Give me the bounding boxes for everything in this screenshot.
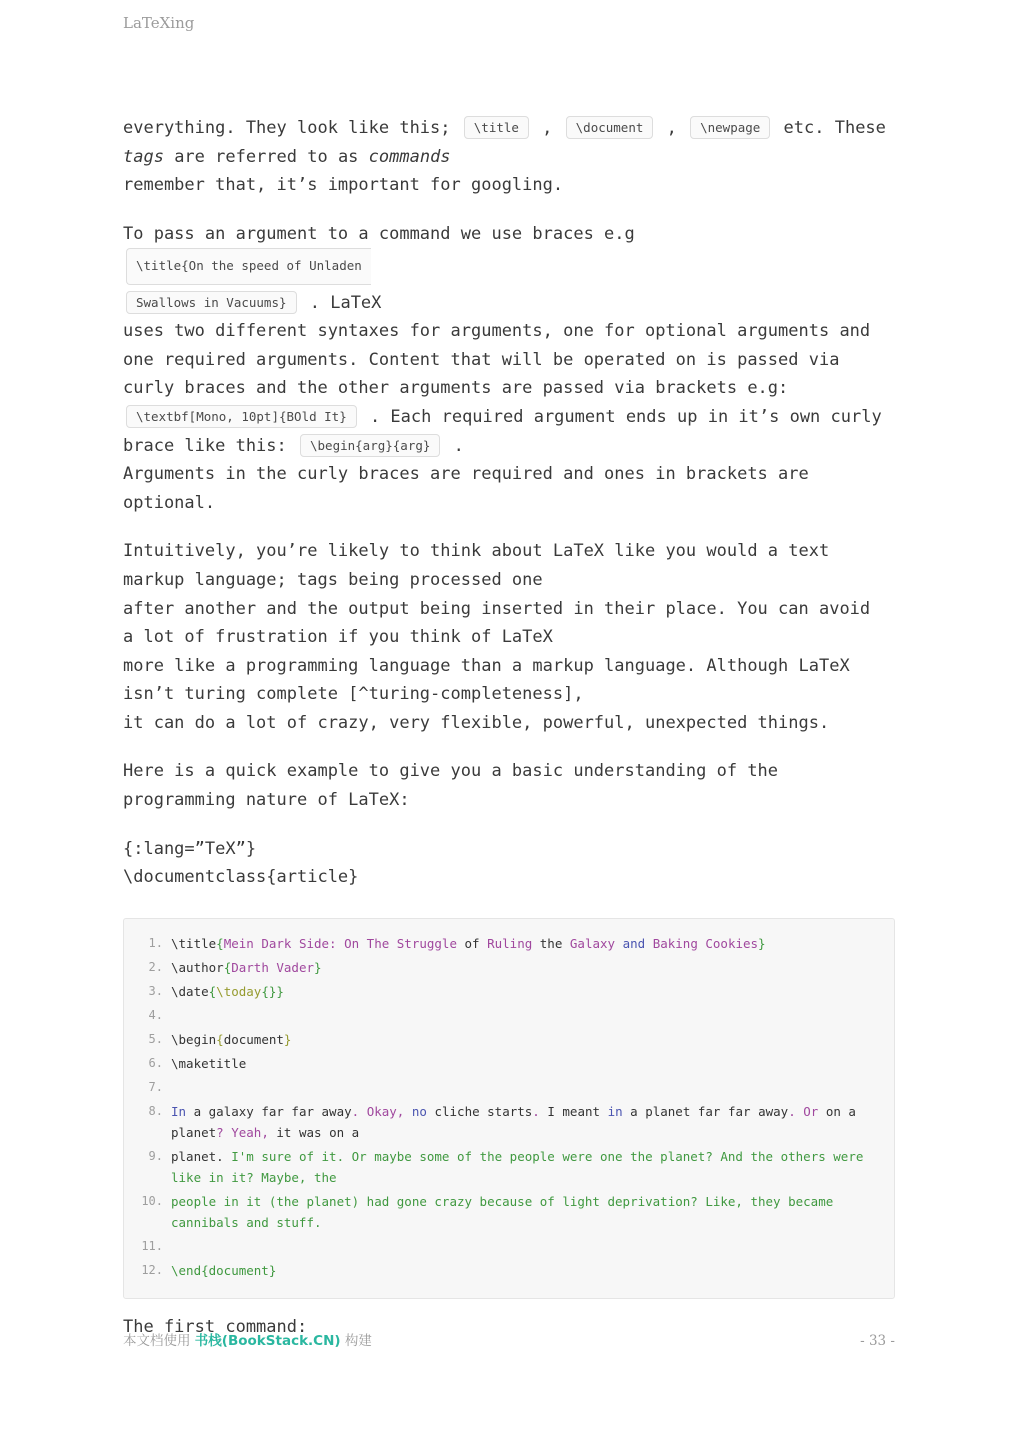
text-run: more like a programming language than a markup language. Although LaTeX bbox=[123, 655, 850, 676]
code-segment: on a planet bbox=[171, 1103, 856, 1140]
code-segment: \date bbox=[171, 983, 209, 999]
code-segment: Okay, bbox=[366, 1103, 405, 1119]
page-number: - 33 - bbox=[860, 1333, 895, 1349]
footer-builder-note bbox=[123, 1329, 372, 1349]
code-segment: { bbox=[216, 1031, 224, 1047]
code-line bbox=[171, 1029, 878, 1050]
inline-code: Swallows in Vacuums} bbox=[126, 291, 297, 314]
code-segment: I meant bbox=[539, 1103, 608, 1119]
code-segment: Mein Dark Side: On The Struggle bbox=[223, 935, 457, 951]
text-run: curly braces and the other arguments are passed via brackets e.g: bbox=[123, 378, 789, 399]
code-segment: \end{document} bbox=[171, 1262, 277, 1278]
code-segment: \begin bbox=[171, 1031, 217, 1047]
code-line bbox=[171, 1260, 878, 1281]
text-run: The first command: bbox=[123, 1316, 308, 1337]
code-line bbox=[171, 957, 878, 978]
paragraph-commands-intro bbox=[123, 114, 895, 200]
paragraph-arguments bbox=[123, 220, 895, 518]
code-segment: Or bbox=[803, 1103, 819, 1119]
inline-code: \title bbox=[464, 116, 529, 139]
code-segment bbox=[359, 1104, 367, 1119]
text-run: Arguments in the curly braces are required and ones in brackets are bbox=[123, 464, 809, 485]
paragraph-programming-language bbox=[123, 537, 895, 737]
code-line bbox=[171, 1077, 878, 1098]
code-segment: {}} bbox=[261, 983, 284, 999]
footer-text-suffix: 构建 bbox=[340, 1333, 372, 1349]
code-segment: } bbox=[758, 935, 766, 951]
text-run: a lot of frustration if you think of LaTeX bbox=[123, 627, 553, 648]
code-segment: . bbox=[532, 1103, 540, 1119]
text-run: one required arguments. Content that will be operated on is passed via bbox=[123, 349, 840, 370]
code-segment: { bbox=[223, 959, 232, 975]
code-segment: \maketitle bbox=[171, 1055, 247, 1071]
text-run: , bbox=[656, 118, 688, 138]
text-run: commands bbox=[368, 146, 451, 167]
text-run: are referred to as bbox=[163, 146, 369, 167]
code-line bbox=[171, 981, 878, 1002]
code-line bbox=[171, 1191, 878, 1233]
code-segment: . bbox=[788, 1103, 796, 1119]
text-run: it can do a lot of crazy, very flexible, powerful, unexpected things. bbox=[123, 712, 830, 733]
text-run: uses two different syntaxes for arguments, one for optional arguments and bbox=[123, 321, 871, 342]
text-run: brace like this: bbox=[123, 435, 297, 456]
code-segment: Baking Cookies bbox=[652, 935, 759, 951]
text-run: {:lang=”TeX”} bbox=[123, 838, 257, 859]
code-line bbox=[171, 1236, 878, 1257]
code-segment: and bbox=[615, 935, 653, 951]
code-segment: Darth Vader bbox=[231, 959, 315, 975]
code-line bbox=[171, 1005, 878, 1026]
code-segment: a planet far far away bbox=[622, 1103, 789, 1119]
code-segment: In bbox=[171, 1103, 187, 1119]
code-line-list bbox=[124, 933, 878, 1281]
code-segment: it was on a bbox=[268, 1124, 360, 1140]
footer-text-prefix: 本文档使用 bbox=[123, 1333, 195, 1349]
code-segment: I'm sure of it. Or maybe some of the people were one the planet? And the others were like in it? Maybe, the bbox=[171, 1148, 864, 1185]
code-line bbox=[171, 1101, 878, 1143]
code-segment: \title bbox=[171, 935, 217, 951]
code-segment: no bbox=[411, 1103, 427, 1119]
text-run: after another and the output being inserted in their place. You can avoid bbox=[123, 598, 871, 619]
code-segment: planet bbox=[171, 1148, 217, 1164]
code-segment: a galaxy far far away bbox=[186, 1103, 352, 1119]
text-run: everything. They look like this; bbox=[123, 118, 461, 138]
code-segment: { bbox=[216, 935, 224, 951]
code-segment: { bbox=[208, 983, 217, 999]
text-run: . LaTeX bbox=[299, 292, 382, 313]
text-run: , bbox=[531, 118, 563, 138]
text-run: tags bbox=[123, 146, 164, 167]
text-run: etc. These bbox=[773, 118, 886, 138]
code-segment: } bbox=[314, 959, 322, 975]
inline-code: \newpage bbox=[690, 116, 770, 139]
code-segment: } bbox=[283, 1031, 292, 1047]
code-segment: in bbox=[607, 1103, 623, 1119]
text-run: To pass an argument to a command we use braces e.g bbox=[123, 223, 635, 244]
inline-code: \begin{arg}{arg} bbox=[300, 434, 440, 457]
code-segment: the bbox=[532, 935, 570, 951]
text-run: . Each required argument ends up in it’s own curly bbox=[359, 406, 882, 427]
text-run: programming nature of LaTeX: bbox=[123, 790, 410, 811]
code-segment: Ruling bbox=[487, 935, 533, 951]
text-run: optional. bbox=[123, 492, 216, 513]
text-run: Intuitively, you’re likely to think about LaTeX like you would a text bbox=[123, 541, 830, 562]
text-run: \documentclass{article} bbox=[123, 867, 359, 888]
code-segment: of bbox=[456, 935, 488, 951]
code-segment: \today bbox=[216, 983, 262, 999]
code-segment: . bbox=[216, 1148, 232, 1164]
text-run: markup language; tags being processed one bbox=[123, 569, 543, 590]
code-line bbox=[171, 1146, 878, 1188]
page-content bbox=[123, 114, 895, 1361]
code-segment: cliche starts bbox=[426, 1103, 533, 1119]
bookstack-brand: 书栈(BookStack.CN) bbox=[194, 1333, 341, 1349]
code-segment: ? bbox=[216, 1124, 224, 1140]
code-segment: Galaxy bbox=[569, 935, 616, 951]
code-segment: Yeah, bbox=[231, 1124, 269, 1140]
page-footer bbox=[123, 1329, 895, 1349]
text-run: . bbox=[443, 435, 464, 456]
code-segment bbox=[404, 1104, 412, 1119]
code-line bbox=[171, 933, 878, 954]
paragraph-lang-tex bbox=[123, 835, 895, 892]
text-run: Here is a quick example to give you a basic understanding of the bbox=[123, 761, 779, 782]
code-segment: document bbox=[223, 1031, 284, 1047]
code-line bbox=[171, 1053, 878, 1074]
inline-code: \textbf[Mono, 10pt]{BOld It} bbox=[126, 405, 357, 428]
text-run: isn’t turing complete [^turing-completeness], bbox=[123, 684, 584, 705]
code-segment: . bbox=[351, 1103, 360, 1119]
inline-code: \title{On the speed of Unladen bbox=[126, 248, 371, 285]
page-header-title: LaTeXing bbox=[123, 14, 195, 32]
inline-code: \document bbox=[566, 116, 654, 139]
code-segment: people in it (the planet) had gone crazy because of light deprivation? Like, they became cannibals and stuff. bbox=[171, 1193, 834, 1230]
text-run: remember that, it’s important for googling. bbox=[123, 175, 564, 196]
code-block bbox=[123, 918, 895, 1299]
code-segment: \author bbox=[171, 959, 224, 975]
paragraph-quick-example bbox=[123, 757, 895, 814]
